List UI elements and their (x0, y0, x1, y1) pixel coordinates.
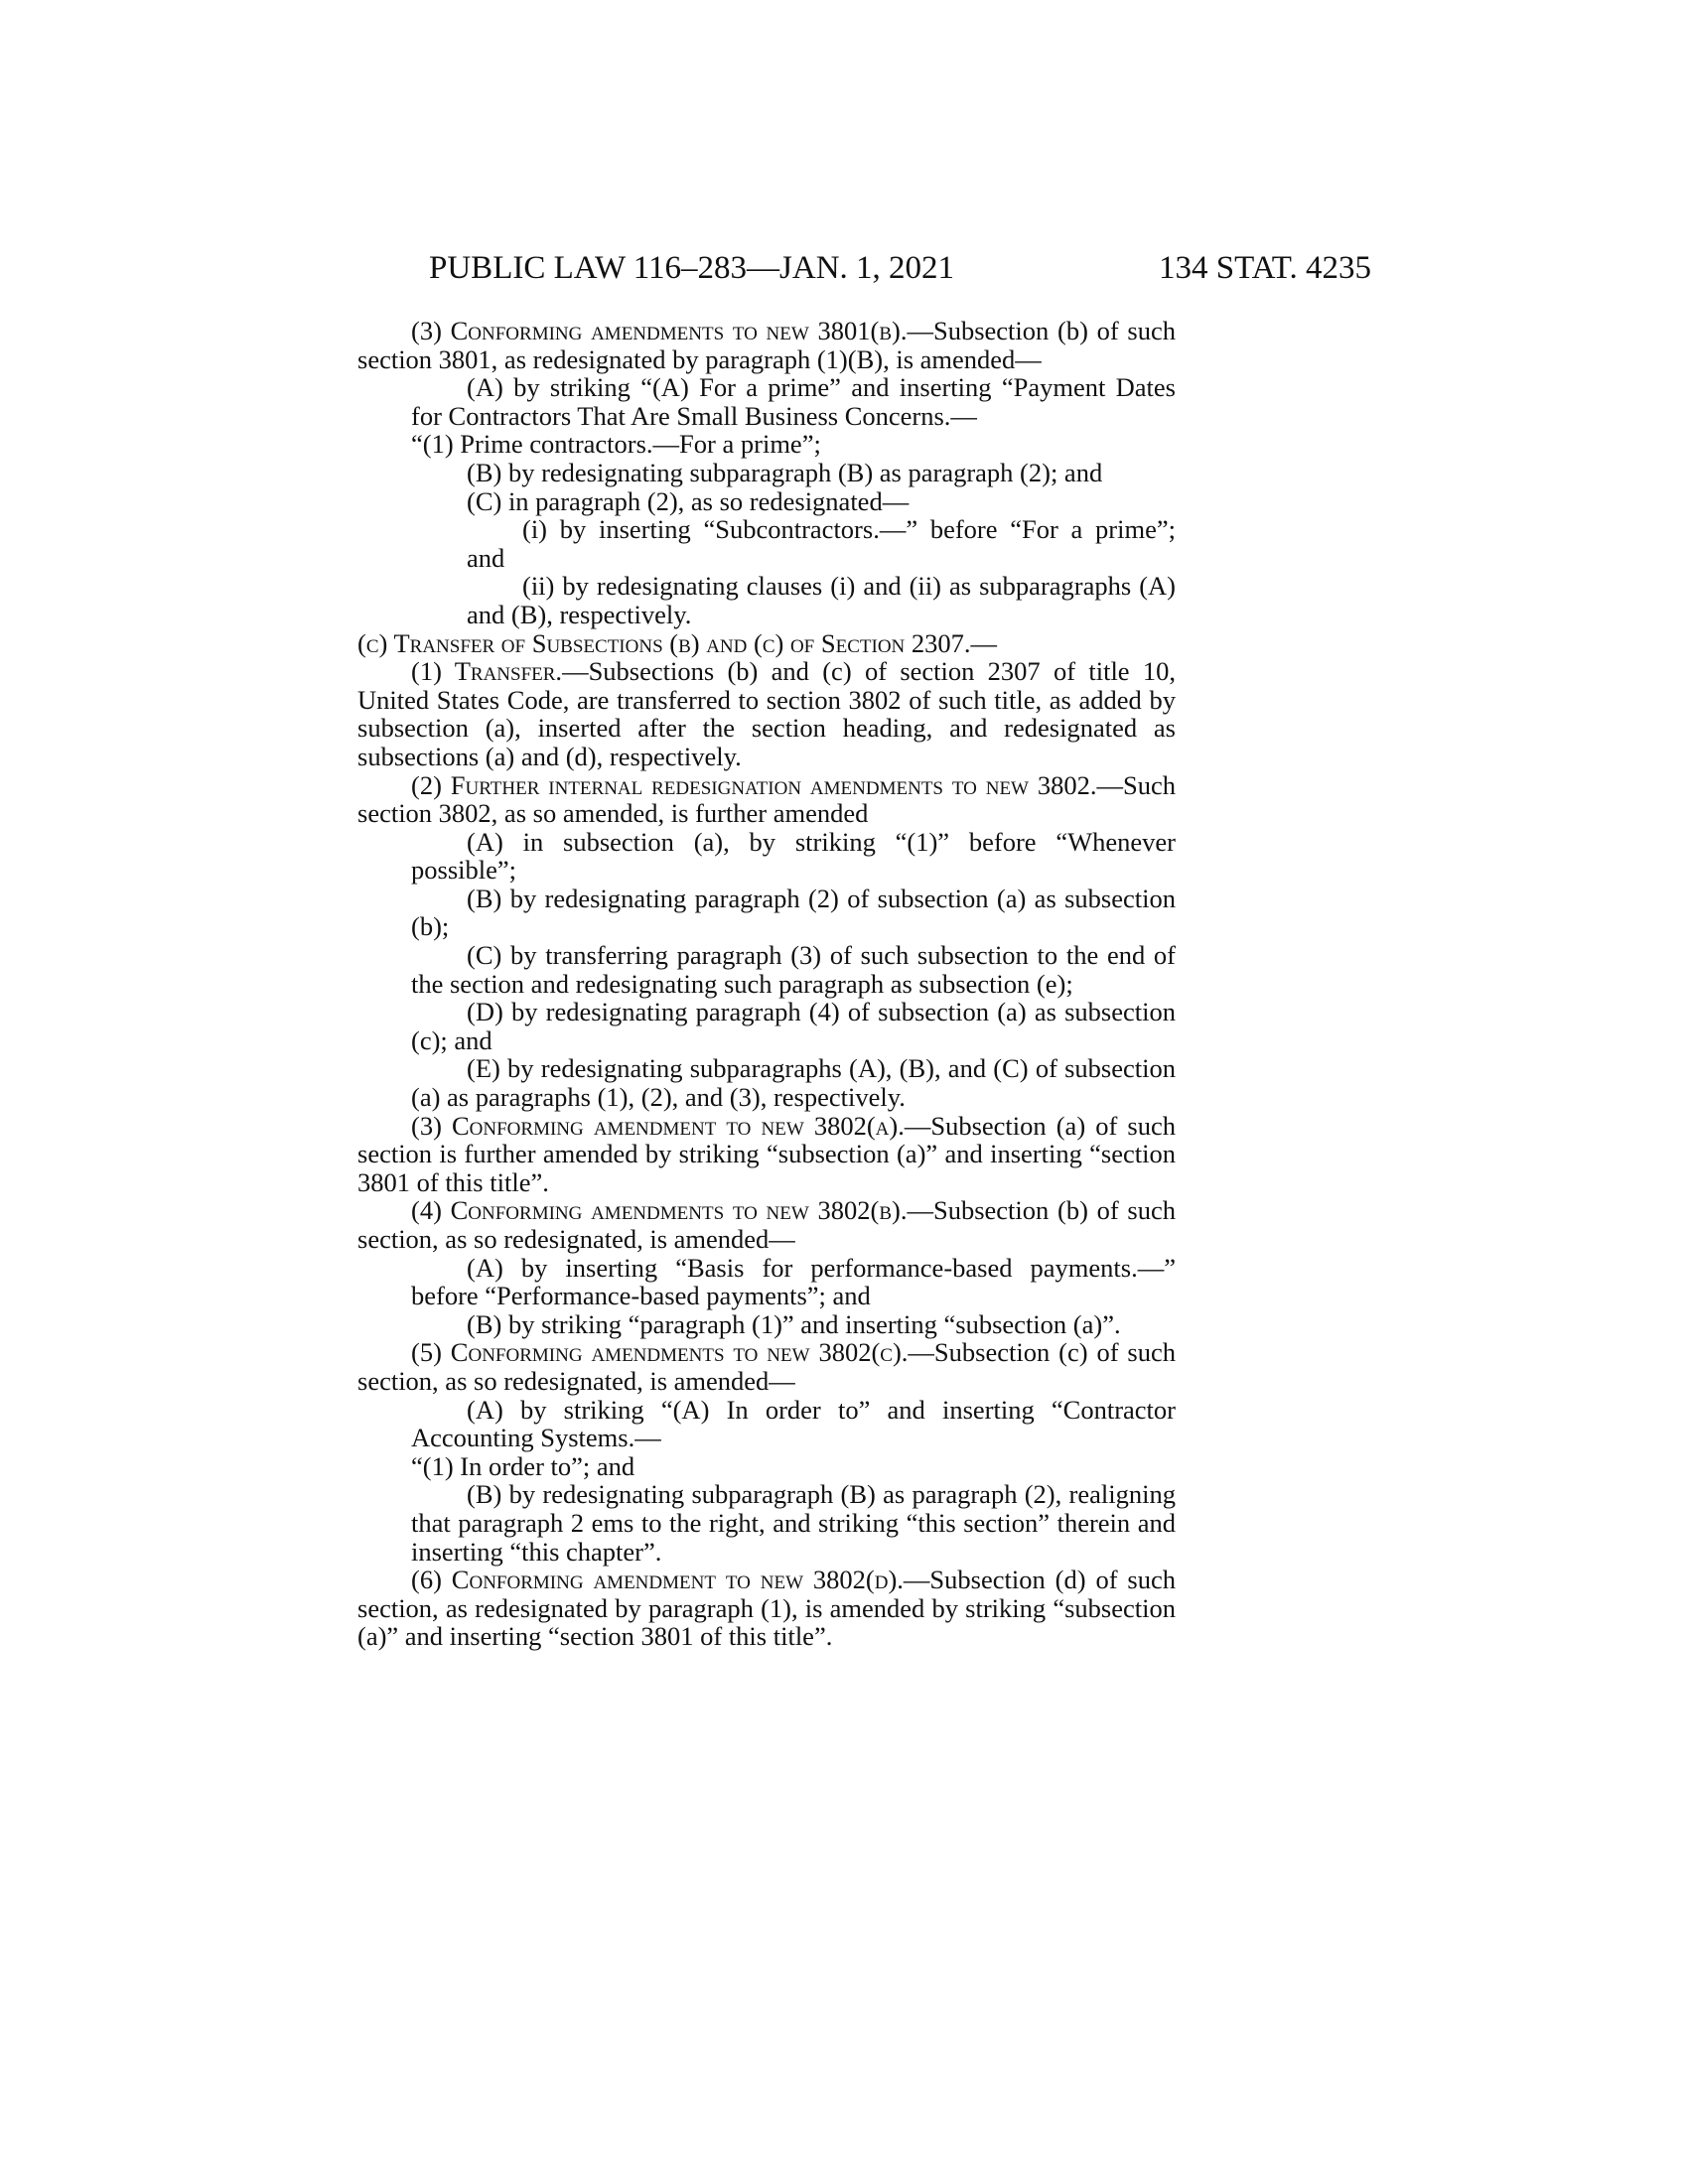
paragraph-heading: (4) Conforming amendments to new 3802(b). (411, 1195, 908, 1226)
paragraph-text: (A) in subsection (a), by striking “(1)” before “Whenever possible”; (411, 826, 1176, 886)
paragraph-heading: (5) Conforming amendments to new 3802(c). (411, 1337, 909, 1368)
paragraph-text: —Subsection (d) of such section, as redesignated by paragraph (1), is amended by striking “subsection (a)” and inserting “section 3801 of this title”. (357, 1565, 1176, 1652)
paragraph (357, 1566, 1176, 1651)
paragraph-text: —Subsection (b) of such section 3801, as redesignated by paragraph (1)(B), is amended— (357, 316, 1176, 374)
paragraph-text: (A) by striking “(A) For a prime” and inserting “Payment Dates for Contractors That Are Small Business Concerns.— (411, 372, 1176, 431)
section-heading (357, 629, 1176, 658)
paragraph-text: (E) by redesignating subparagraphs (A), (B), and (C) of subsection (a) as paragraphs (1), (2), and (3), respectively. (411, 1053, 1176, 1113)
paragraph (357, 487, 1176, 516)
paragraph-text: —Subsection (b) of such section, as so redesignated, is amended— (357, 1195, 1176, 1254)
paragraph-text: —Subsection (c) of such section, as so redesignated, is amended— (357, 1337, 1176, 1396)
paragraph (357, 515, 1176, 572)
paragraph (357, 572, 1176, 628)
paragraph-heading: (3) Conforming amendment to new 3802(a). (411, 1110, 905, 1141)
paragraph (357, 1480, 1176, 1566)
running-head-title: PUBLIC LAW 116–283—JAN. 1, 2021 (429, 250, 955, 286)
paragraph (357, 998, 1176, 1054)
paragraph-text: (B) by redesignating subparagraph (B) as paragraph (2), realigning that paragraph 2 ems to the right, and striking “this section” therein and inserting “this chapter”. (411, 1479, 1176, 1567)
paragraph (357, 373, 1176, 430)
page-number: 134 STAT. 4235 (1158, 250, 1371, 286)
paragraph (357, 828, 1176, 885)
running-head (429, 246, 1371, 290)
paragraph-text: —Subsection (a) of such section is further amended by striking “subsection (a)” and inserting “section 3801 of this title”. (357, 1110, 1176, 1197)
paragraph (357, 317, 1176, 373)
statute-body (357, 317, 1176, 1651)
paragraph-heading: (2) Further internal redesignation amendments to new 3802. (411, 769, 1097, 800)
paragraph-text: (B) by redesignating paragraph (2) of subsection (a) as subsection (b); (411, 883, 1176, 942)
paragraph (357, 657, 1176, 770)
paragraph (357, 1310, 1176, 1339)
paragraph-text: —Subsections (b) and (c) of section 2307 of title 10, United States Code, are transferred to section 3802 of such title, as added by subsection (a), inserted after the section heading, and redesignated as subsections (a) and (d), respectively. (357, 656, 1176, 771)
paragraph (357, 1196, 1176, 1253)
paragraph (357, 1452, 1176, 1481)
paragraph (357, 1112, 1176, 1197)
paragraph (357, 1254, 1176, 1310)
paragraph-heading: (c) Transfer of Subsections (b) and (c) of Section 2307. (357, 627, 971, 658)
paragraph (357, 771, 1176, 828)
paragraph-text: “(1) Prime contractors.—For a prime”; (411, 429, 821, 460)
paragraph-text: (B) by striking “paragraph (1)” and inserting “subsection (a)”. (467, 1308, 1121, 1339)
paragraph-text: (A) by inserting “Basis for performance-based payments.—” before “Performance-based payments”; and (411, 1252, 1176, 1311)
paragraph (357, 885, 1176, 941)
paragraph-text: — (970, 627, 998, 658)
paragraph (357, 1338, 1176, 1395)
paragraph-heading: (6) Conforming amendment to new 3802(d). (411, 1565, 904, 1595)
paragraph (357, 941, 1176, 998)
paragraph (357, 459, 1176, 487)
paragraph (357, 430, 1176, 459)
paragraph-heading: (3) Conforming amendments to new 3801(b). (411, 316, 908, 345)
paragraph-text: (ii) by redesignating clauses (i) and (ii) as subparagraphs (A) and (B), respectively. (467, 571, 1176, 629)
paragraph-text: (A) by striking “(A) In order to” and inserting “Contractor Accounting Systems.— (411, 1394, 1176, 1453)
paragraph-text: (i) by inserting “Subcontractors.—” before “For a prime”; and (467, 514, 1176, 573)
paragraph-heading: (1) Transfer. (411, 656, 563, 687)
paragraph-text: (D) by redesignating paragraph (4) of subsection (a) as subsection (c); and (411, 997, 1176, 1055)
paragraph (357, 1054, 1176, 1111)
paragraph (357, 1396, 1176, 1452)
paragraph-text: (C) in paragraph (2), as so redesignated— (467, 485, 910, 516)
paragraph-text: —Such section 3802, as so amended, is further amended (357, 769, 1176, 829)
paragraph-text: (B) by redesignating subparagraph (B) as paragraph (2); and (467, 457, 1103, 487)
paragraph-text: “(1) In order to”; and (411, 1450, 635, 1481)
paragraph-text: (C) by transferring paragraph (3) of such subsection to the end of the section and redesignating such paragraph as subsection (e); (411, 940, 1176, 999)
